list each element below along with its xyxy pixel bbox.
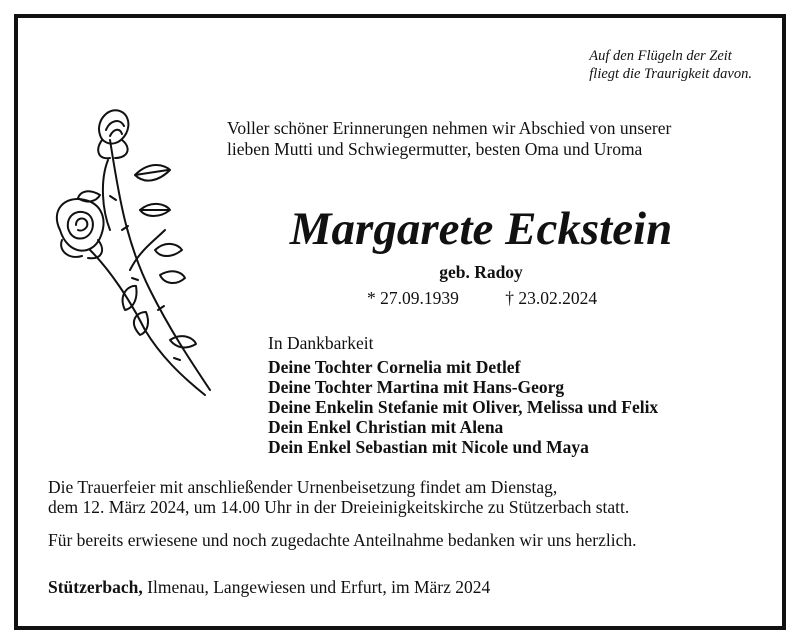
thanks-label: In Dankbarkeit [268, 333, 374, 353]
intro-text [227, 118, 671, 160]
gratitude-text: Für bereits erwiesene und noch zugedachte Anteilnahme bedanken wir uns herzlich. [48, 530, 637, 550]
motto [589, 47, 752, 83]
family-member: Dein Enkel Christian mit Alena [268, 417, 504, 437]
place-town: Stützerbach, [48, 577, 143, 597]
family-member: Dein Enkel Sebastian mit Nicole und Maya [268, 437, 589, 457]
death-date: † 23.02.2024 [505, 288, 598, 308]
family-member: Deine Enkelin Stefanie mit Oliver, Melissa und Felix [268, 397, 659, 417]
family-list [268, 357, 658, 457]
motto-line-1: Auf den Flügeln der Zeit [589, 48, 732, 64]
birth-date: * 27.09.1939 [367, 288, 459, 308]
place-rest: Ilmenau, Langewiesen und Erfurt, im März 2024 [142, 577, 491, 597]
motto-line-2: fliegt die Traurigkeit davon. [589, 66, 752, 82]
family-member: Deine Tochter Martina mit Hans-Georg [268, 377, 565, 397]
ceremony-line-1: Die Trauerfeier mit anschließender Urnenbeisetzung findet am Dienstag, [48, 477, 558, 497]
maiden-name: geb. Radoy [439, 262, 523, 282]
ceremony-line-2: dem 12. März 2024, um 14.00 Uhr in der Dreieinigkeitskirche zu Stützerbach statt. [48, 497, 630, 517]
place-and-date [48, 577, 490, 597]
intro-line-1: Voller schöner Erinnerungen nehmen wir Abschied von unserer [227, 118, 672, 138]
intro-line-2: lieben Mutti und Schwiegermutter, besten Oma und Uroma [227, 139, 643, 159]
deceased-name: Margarete Eckstein [289, 203, 673, 255]
life-dates [367, 288, 597, 308]
ceremony-info [48, 477, 629, 517]
family-member: Deine Tochter Cornelia mit Detlef [268, 357, 521, 377]
